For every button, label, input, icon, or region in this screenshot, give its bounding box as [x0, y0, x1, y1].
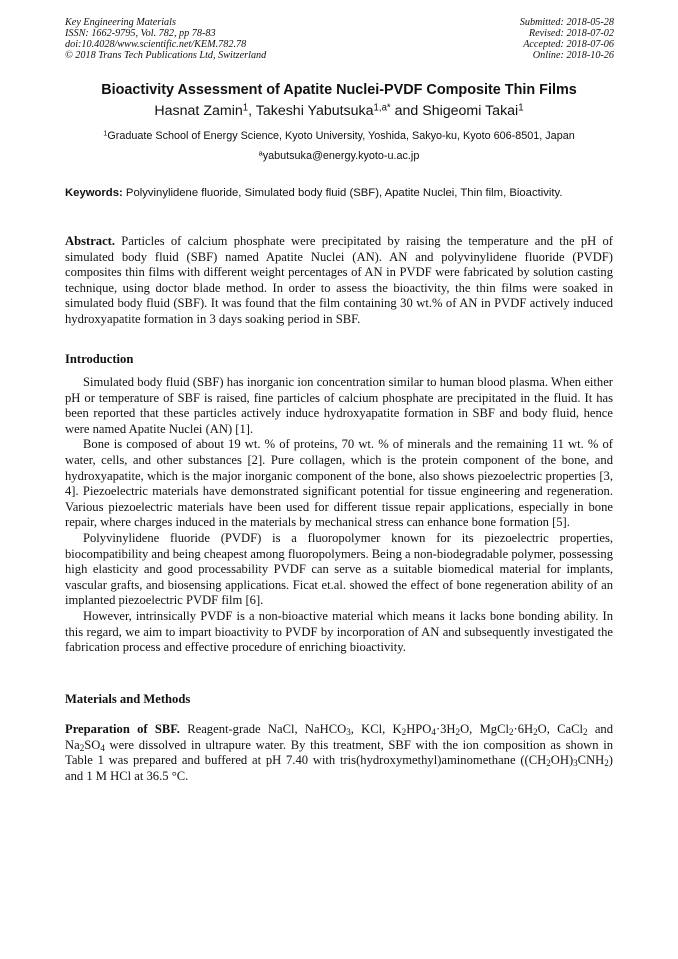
author-1-affil: 1	[242, 102, 249, 114]
paragraph: However, intrinsically PVDF is a non-bioactive material which means it lacks bone bonding ability. In this regard, we aim to impart bioactivity to PVDF by incorporation of AN and subsequently investigated the fabrication process and effective procedure of enriching bioactivity.	[65, 608, 613, 655]
paragraph: Polyvinylidene fluoride (PVDF) is a fluoropolymer known for its piezoelectric properties, biocompatibility and being cheapest among fluoropolymers. Being a non-biodegradable polymer, possessing high elasticity and good processability PVDF can serve as a suitable biomedical material for implants, vascular grafts, and biosensing applications. Ficat et.al. showed the effect of bone regeneration ability of an implanted piezoelectric PVDF film [6].	[65, 530, 613, 608]
text-run: ·3H	[435, 722, 456, 736]
corresponding-email	[0, 150, 678, 162]
affiliation-marker: 1	[103, 128, 108, 138]
author-1-name: Hasnat Zamin	[154, 103, 243, 119]
text-run: O, CaCl	[537, 722, 584, 736]
abstract-text: Particles of calcium phosphate were precipitated by raising the temperature and the pH of simulated body fluid (SBF) named Apatite Nuclei (AN). AN and polyvinylidene fluoride (PVDF) composites thin films with different weight percentages of AN in PVDF were fabricated by solution casting technique, using doctor blade method. In order to assess the bioactivity, the thin films were soaked in simulated body fluid (SBF). It was found that the film containing 30 wt.% of AN in PVDF actively induced hydroxyapatite formation in 3 days soaking period in SBF.	[65, 234, 613, 326]
author-2-affil: 1,a*	[373, 102, 391, 114]
publication-dates	[520, 17, 614, 61]
paragraph: Simulated body fluid (SBF) has inorganic ion concentration similar to human blood plasma. When either pH or temperature of SBF is raised, fine particles of calcium phosphate are precipitated in the fluid. It has been reported that these particles actively induce hydroxyapatite formation in SBF and body fluid, hence were named Apatite Nuclei (AN) [1].	[65, 375, 613, 436]
sbf-preparation	[65, 722, 613, 784]
text-run: OH)	[550, 753, 574, 768]
author-3-affil: 1	[518, 102, 524, 114]
journal-info	[65, 17, 266, 61]
subscript: 2	[533, 726, 538, 737]
text-run: Reagent-grade NaCl, NaHCO	[179, 722, 347, 736]
author-sep-1: ,	[248, 103, 256, 119]
subscript: 4	[431, 726, 436, 737]
journal-name: Key Engineering Materials	[65, 17, 176, 28]
subscript: 3	[346, 726, 351, 737]
subscript: 2	[546, 758, 551, 768]
subscript: 2	[79, 742, 85, 753]
journal-doi: doi:10.4028/www.scientific.net/KEM.782.78	[65, 39, 247, 50]
author-3-name: Shigeomi Takai	[422, 103, 519, 119]
text-run: were dissolved in ultrapure water. By this treatment, SBF with the ion composition as shown in Table 1 was prepared and buffered at pH 7.40 with tris(hydroxymethyl)aminomethane ((CH	[65, 737, 613, 768]
subscript: 3	[573, 758, 578, 768]
author-2-name: Takeshi Yabutsuka	[255, 103, 374, 119]
date-revised: Revised: 2018-07-02	[528, 28, 614, 39]
affiliation-text: Graduate School of Energy Science, Kyoto University, Yoshida, Sakyo-ku, Kyoto 606-8501, Japan	[107, 130, 575, 142]
journal-issn: ISSN: 1662-9795, Vol. 782, pp 78-83	[65, 28, 216, 39]
text-run: SO	[84, 737, 101, 752]
abstract	[65, 234, 613, 328]
date-submitted: Submitted: 2018-05-28	[519, 17, 614, 28]
introduction-body	[65, 375, 613, 656]
text-run: HPO	[406, 722, 432, 736]
journal-copyright: © 2018 Trans Tech Publications Ltd, Switzerland	[65, 50, 267, 61]
subscript: 2	[604, 758, 609, 768]
text-run: ) and 1 M HCl at 36.5 °C.	[65, 753, 613, 783]
abstract-label: Abstract.	[65, 234, 116, 248]
section-heading-introduction: Introduction	[65, 352, 134, 366]
affiliation	[0, 130, 678, 142]
author-list	[0, 103, 678, 119]
text-run: ·6H	[513, 722, 534, 736]
section-heading-methods: Materials and Methods	[65, 692, 191, 706]
text-run: CNH	[577, 753, 605, 768]
keywords-label: Keywords:	[65, 187, 123, 199]
keywords-text: Polyvinylidene fluoride, Simulated body fluid (SBF), Apatite Nuclei, Thin film, Bioactivity.	[122, 187, 563, 199]
email-marker: a	[258, 148, 263, 158]
subscript: 2	[455, 726, 461, 737]
author-sep-2: and	[390, 103, 423, 119]
paper-title: Bioactivity Assessment of Apatite Nuclei-PVDF Composite Thin Films	[101, 82, 577, 98]
subsection-label: Preparation of SBF.	[65, 722, 180, 736]
subscript: 2	[508, 726, 514, 737]
subscript: 2	[401, 726, 407, 737]
text-run: and Na	[65, 722, 614, 752]
subscript: 4	[100, 742, 105, 753]
date-online: Online: 2018-10-26	[532, 50, 614, 61]
date-accepted: Accepted: 2018-07-06	[523, 39, 614, 50]
email-address[interactable]: yabutsuka@energy.kyoto-u.ac.jp	[262, 150, 420, 162]
subscript: 2	[583, 726, 588, 737]
paragraph: Bone is composed of about 19 wt. % of proteins, 70 wt. % of minerals and the remaining 11 wt. % of water, cells, and other substances [2]. Pure collagen, which is the protein component of the bone, and hydroxyapatite, which is the major inorganic component of the bone, also shows piezoelectric properties [3, 4]. Piezoelectric materials have demonstrated significant potential for tissue engineering and regeneration. Various piezoelectric materials have been used for different tissue repair applications, especially in bone repair, where charges induced in the materials by mechanical stress can enhance bone formation [5].	[65, 437, 613, 530]
keywords	[65, 186, 613, 201]
text-run: O, MgCl	[460, 722, 509, 736]
text-run: , KCl, K	[350, 722, 402, 736]
